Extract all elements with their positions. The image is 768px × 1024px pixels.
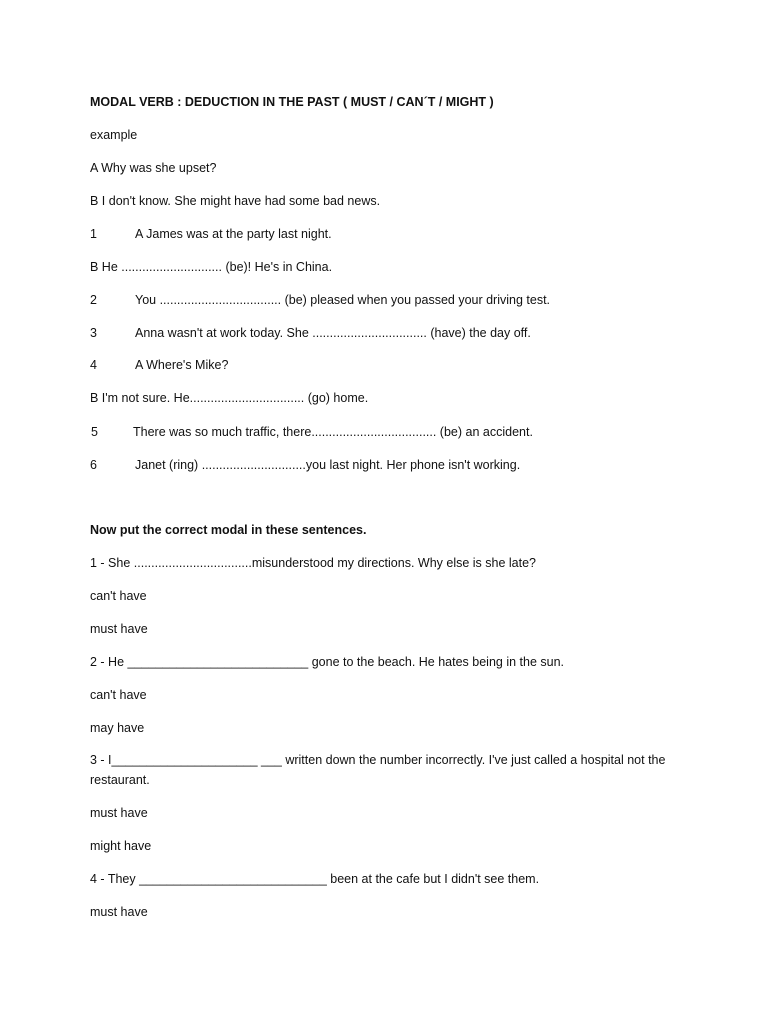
question-1-option-1: can't have (90, 589, 147, 603)
exercise-item-2 (90, 292, 550, 308)
exercise-item-6 (90, 457, 520, 473)
example-line-a: A Why was she upset? (90, 161, 217, 175)
question-2-option-1: can't have (90, 688, 147, 702)
question-3: 3 - I_____________________ ___ written down the number incorrectly. I've just called a hospital not the restaurant. (90, 753, 666, 787)
question-2: 2 - He __________________________ gone to the beach. He hates being in the sun. (90, 655, 565, 669)
item-number: 5 (91, 425, 98, 439)
item-number: 3 (90, 326, 97, 340)
item-text: You ................................... (be) pleased when you passed your driving test. (135, 293, 551, 307)
question-1-option-2: must have (90, 622, 148, 636)
example-label: example (90, 128, 138, 142)
item-text: There was so much traffic, there.................................... (be) an accident. (133, 425, 533, 439)
question-2-option-2: may have (90, 721, 145, 735)
question-3-option-1: must have (90, 806, 148, 820)
page-title: MODAL VERB : DEDUCTION IN THE PAST ( MUST / CAN´T / MIGHT ) (90, 95, 494, 109)
item-number: 1 (90, 227, 97, 241)
example-line-b: B I don't know. She might have had some bad news. (90, 194, 381, 208)
item-text: Janet (ring) ..............................you last night. Her phone isn't working. (135, 458, 521, 472)
item-number: 2 (90, 293, 97, 307)
question-3-option-2: might have (90, 839, 152, 853)
exercise-item-5 (90, 424, 533, 440)
item-number: 4 (90, 358, 97, 372)
item-text: A James was at the party last night. (135, 227, 332, 241)
item-number: 6 (90, 458, 97, 472)
item-text: A Where's Mike? (135, 358, 229, 372)
item-text: Anna wasn't at work today. She ................................. (have) the day off. (135, 326, 531, 340)
question-4-option-1: must have (90, 905, 148, 919)
section-heading: Now put the correct modal in these sentences. (90, 523, 367, 537)
exercise-item-1-a (90, 226, 332, 242)
exercise-item-3 (90, 325, 531, 341)
question-1: 1 - She ..................................misunderstood my directions. Why else is she late? (90, 556, 537, 570)
question-4: 4 - They ___________________________ been at the cafe but I didn't see them. (90, 872, 540, 886)
exercise-item-4-b: B I'm not sure. He................................. (go) home. (90, 391, 369, 405)
exercise-item-4-a (90, 357, 228, 373)
exercise-item-1-b: B He ............................. (be)! He's in China. (90, 260, 333, 274)
